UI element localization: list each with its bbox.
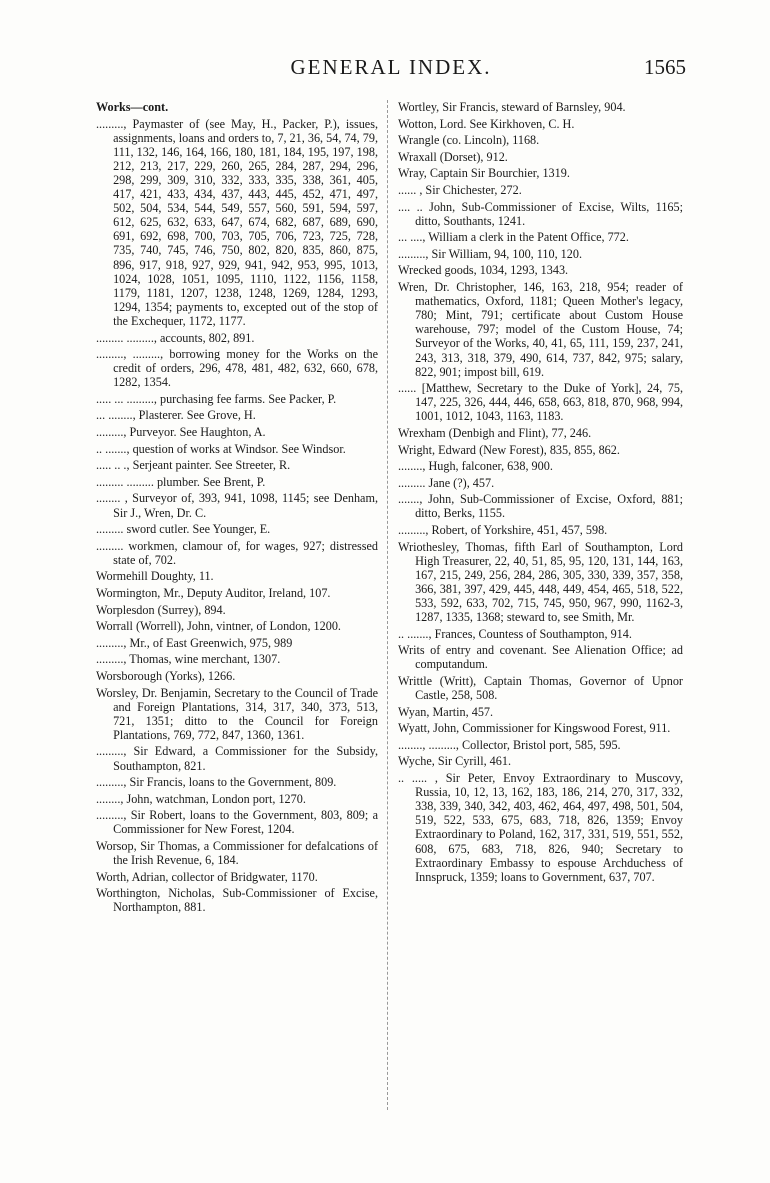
index-entry: ..... ... ........., purchasing fee farms. See Packer, P. — [96, 391, 337, 406]
index-entry: ........., Sir Robert, loans to the Government, 803, 809; a Commissioner for New Forest, 1204. — [96, 808, 378, 837]
index-entry: Wyan, Martin, 457. — [398, 704, 494, 719]
index-entry: ........., Sir William, 94, 100, 110, 120. — [398, 246, 583, 261]
index-entry: Writs of entry and covenant. See Alienation Office; ad computandum. — [398, 643, 683, 672]
index-entry: ........., Robert, of Yorkshire, 451, 457, 598. — [398, 523, 608, 538]
index-entry: Worsley, Dr. Benjamin, Secretary to the Council of Trade and Foreign Plantations, 314, 317, 340, 373, 513, 721, 1351; ditto to the Council for Foreign Plantations, 769, 772, 847, 1360, 1361. — [96, 685, 378, 742]
index-entry: ........., Sir Edward, a Commissioner for the Subsidy, Southampton, 821. — [96, 744, 378, 773]
index-entry: ...... , Sir Chichester, 272. — [398, 182, 522, 197]
index-entry: Wrexham (Denbigh and Flint), 77, 246. — [398, 425, 592, 440]
index-entry: .... .. John, Sub-Commissioner of Excise, Wilts, 1165; ditto, Southants, 1241. — [398, 199, 683, 228]
index-entry: Wormington, Mr., Deputy Auditor, Ireland, 107. — [96, 586, 331, 600]
index-entry: ........, ........., Collector, Bristol port, 585, 595. — [398, 737, 621, 752]
index-entry: ......... Jane (?), 457. — [398, 475, 495, 490]
left-index-column — [96, 100, 378, 917]
page-number: 1565 — [644, 55, 686, 79]
index-entry: Worsop, Sir Thomas, a Commissioner for defalcations of the Irish Revenue, 6, 184. — [96, 839, 378, 868]
index-entry: Wray, Captain Sir Bourchier, 1319. — [398, 166, 570, 181]
index-entry: Wortley, Sir Francis, steward of Barnsley, 904. — [398, 100, 626, 114]
index-entry: ........., ........., borrowing money for the Works on the credit of orders, 296, 478, 481, 482, 632, 660, 678, 1282, 1354. — [96, 347, 378, 390]
index-entry: Worsborough (Yorks), 1266. — [96, 668, 236, 683]
index-entry: Worplesdon (Surrey), 894. — [96, 602, 226, 617]
index-entry: Wyatt, John, Commissioner for Kingswood Forest, 911. — [398, 721, 671, 736]
index-entry: Wormehill Doughty, 11. — [96, 569, 214, 584]
column-divider — [387, 100, 389, 1110]
index-entry: Worth, Adrian, collector of Bridgwater, 1170. — [96, 869, 318, 884]
index-entry: ........ , Surveyor of, 393, 941, 1098, 1145; see Denham, Sir J., Wren, Dr. C. — [96, 491, 378, 520]
index-entry: .. ......., question of works at Windsor. See Windsor. — [96, 441, 346, 456]
index-entry: ........., Purveyor. See Haughton, A. — [96, 425, 266, 440]
index-entry: Worthington, Nicholas, Sub-Commissioner of Excise, Northampton, 881. — [96, 886, 378, 915]
index-entry: ... ........, Plasterer. See Grove, H. — [96, 408, 256, 423]
index-entry: ... ...., William a clerk in the Patent Office, 772. — [398, 230, 629, 245]
index-entry: Wren, Dr. Christopher, 146, 163, 218, 954; reader of mathematics, Oxford, 1181; Queen Mother's legacy, 780; Mint, 791; certificate about Custom House warehouse, 797; model of the Custom House, 74; Surveyor of the Works, 40, 41, 65, 111, 159, 237, 241, 243, 313, 318, 379, 490, 614, 737, 842, 975; salary, 822, 901; impost bill, 619. — [398, 280, 683, 379]
index-entry: ........, Hugh, falconer, 638, 900. — [398, 459, 553, 474]
index-entry: ........., Mr., of East Greenwich, 975, 989 — [96, 635, 293, 650]
index-entry: Wraxall (Dorset), 912. — [398, 149, 508, 164]
index-entry: Wrecked goods, 1034, 1293, 1343. — [398, 263, 569, 278]
index-entry: ......... workmen, clamour of, for wages, 927; distressed state of, 702. — [96, 538, 378, 567]
page-header — [96, 55, 686, 85]
index-entry: ........., Paymaster of (see May, H., Packer, P.), issues, assignments, loans and orders to, 7, 21, 36, 54, 74, 79, 111, 132, 146, 164, 166, 180, 181, 184, 195, 197, 198, 212, 213, 217, 229, 260, 265, 284, 287, 294, 296, 298, 299, 309, 310, 332, 333, 335, 338, 361, 405, 417, 421, 433, 434, 437, 443, 445, 452, 471, 497, 502, 504, 534, 544, 549, 557, 560, 591, 594, 597, 612, 625, 632, 633, 647, 674, 682, 687, 689, 690, 691, 692, 698, 700, 703, 705, 706, 723, 725, 728, 735, 740, 745, 746, 750, 802, 820, 835, 860, 875, 896, 917, 918, 927, 929, 941, 942, 953, 995, 1013, 1024, 1028, 1051, 1095, 1110, 1122, 1156, 1158, 1179, 1181, 1207, 1238, 1248, 1269, 1284, 1293, 1294, 1354; payments to, excepted out of the stop of the Exchequer, 1172, 1177. — [96, 116, 378, 328]
index-entry: ......... ......... plumber. See Brent, P. — [96, 474, 266, 489]
index-entry: Wotton, Lord. See Kirkhoven, C. H. — [398, 116, 575, 131]
page-title: GENERAL INDEX. — [290, 55, 492, 79]
index-entry: ........., Thomas, wine merchant, 1307. — [96, 652, 281, 667]
index-entry: Wyche, Sir Cyrill, 461. — [398, 754, 512, 769]
index-entry: Wrangle (co. Lincoln), 1168. — [398, 133, 540, 148]
index-entry: ......., John, Sub-Commissioner of Excise, Oxford, 881; ditto, Berks, 1155. — [398, 492, 683, 521]
index-entry: ......... ........., accounts, 802, 891. — [96, 330, 255, 345]
index-entry: ..... .. ., Serjeant painter. See Streeter, R. — [96, 458, 291, 473]
index-entry: .. ......., Frances, Countess of Southampton, 914. — [398, 626, 632, 641]
index-entry: Worrall (Worrell), John, vintner, of London, 1200. — [96, 619, 341, 634]
index-entry: Writtle (Writt), Captain Thomas, Governor of Upnor Castle, 258, 508. — [398, 673, 683, 703]
index-entry: ........, John, watchman, London port, 1270. — [96, 791, 306, 806]
index-entry: Wright, Edward (New Forest), 835, 855, 862. — [398, 442, 620, 457]
index-entry: ...... [Matthew, Secretary to the Duke of York], 24, 75, 147, 225, 326, 444, 446, 658, 663, 818, 870, 968, 994, 1001, 1012, 1043, 1163, 1183. — [398, 381, 683, 424]
index-entry: .. ..... , Sir Peter, Envoy Extraordinary to Muscovy, Russia, 10, 12, 13, 162, 183, 186, 214, 270, 317, 332, 338, 339, 340, 342, 403, 462, 464, 497, 498, 501, 504, 519, 522, 533, 675, 683, 718, 826, 1359; Envoy Extraordinary to Poland, 162, 317, 331, 519, 551, 552, 608, 675, 683, 718, 826, 940; Secretary to Extraordinary Embassy to espouse Archduchess of Innspruck, 1359; loans to Government, 637, 707. — [398, 771, 683, 884]
index-entry: ......... sword cutler. See Younger, E. — [96, 522, 271, 537]
index-entry: Works—cont. — [96, 100, 169, 114]
right-index-column — [398, 100, 683, 886]
index-entry: Wriothesley, Thomas, fifth Earl of Southampton, Lord High Treasurer, 22, 40, 51, 85, 95, 120, 131, 144, 163, 167, 215, 249, 256, 284, 286, 305, 330, 339, 357, 358, 366, 381, 397, 429, 445, 448, 449, 454, 465, 518, 522, 533, 592, 633, 702, 715, 745, 950, 967, 990, 1162-3, 1287, 1335, 1368; steward to, see Smith, Mr. — [398, 539, 683, 625]
index-entry: ........., Sir Francis, loans to the Government, 809. — [96, 775, 337, 790]
